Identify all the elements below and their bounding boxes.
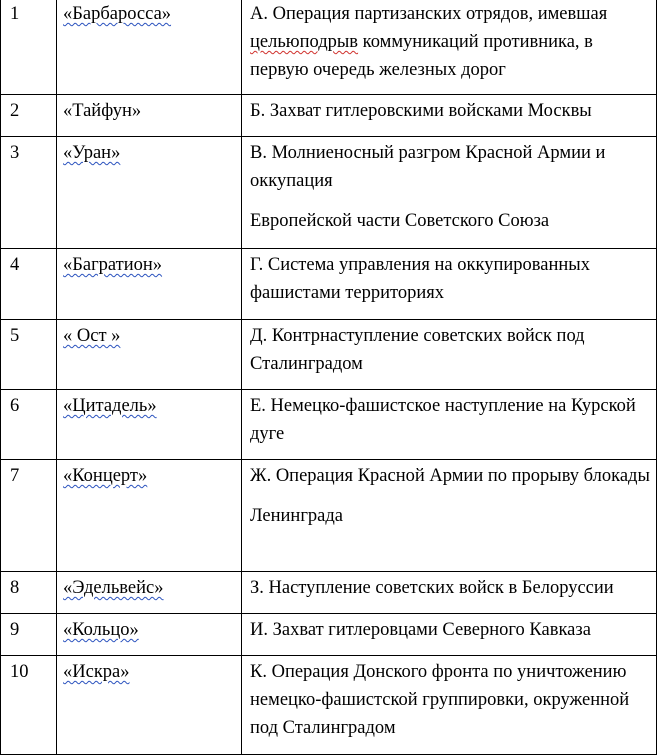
row-number: 3	[1, 137, 57, 249]
operation-name-text: «Цитадель»	[63, 396, 157, 416]
operation-description	[242, 0, 657, 95]
description-text: Ж. Операция Красной Армии по прорыву блокады	[250, 466, 650, 486]
row-number: 9	[1, 614, 57, 656]
operation-name-text: «Кольцо»	[63, 620, 139, 640]
operation-name-text: «Концерт»	[63, 466, 148, 486]
table-row	[1, 656, 657, 755]
operation-name	[57, 460, 242, 572]
misspelled-word: цельюподрыв	[250, 32, 359, 52]
operation-name-text: «Барбаросса»	[63, 4, 172, 24]
description-text-continued: Ленинграда	[250, 506, 344, 526]
description-text: А. Операция партизанских отрядов, имевшая	[250, 4, 608, 24]
operation-name	[57, 0, 242, 95]
operation-description: И. Захват гитлеровцами Северного Кавказа	[242, 614, 657, 656]
table-row	[1, 614, 657, 656]
table-row	[1, 572, 657, 614]
table-row	[1, 390, 657, 460]
operation-name	[57, 249, 242, 320]
table-row	[1, 95, 657, 137]
operation-name	[57, 390, 242, 460]
row-number: 10	[1, 656, 57, 755]
operation-name	[57, 137, 242, 249]
row-number: 6	[1, 390, 57, 460]
operation-name	[57, 614, 242, 656]
operation-description: Д. Контрнаступление советских войск под Сталинградом	[242, 320, 657, 390]
operation-description: Г. Система управления на оккупированных фашистами территориях	[242, 249, 657, 320]
row-number: 2	[1, 95, 57, 137]
operation-description	[242, 137, 657, 249]
table-row	[1, 0, 657, 95]
operation-description: Б. Захват гитлеровскими войсками Москвы	[242, 95, 657, 137]
description-text-continued: Европейской части Советского Союза	[250, 211, 550, 231]
operation-name-text: « Ост »	[63, 326, 121, 346]
operation-name	[57, 572, 242, 614]
row-number: 7	[1, 460, 57, 572]
operation-name-text: «Искра»	[63, 662, 130, 682]
operation-description: Е. Немецко-фашистское наступление на Курской дуге	[242, 390, 657, 460]
description-text: В. Молниеносный разгром Красной Армии и оккупация	[250, 143, 606, 191]
operation-description	[242, 460, 657, 572]
row-number: 1	[1, 0, 57, 95]
table-row	[1, 249, 657, 320]
operation-name	[57, 95, 242, 137]
description-text: коммуникаций противника, в первую очередь железных дорог	[250, 32, 593, 80]
table-row	[1, 137, 657, 249]
operation-name-text: «Тайфун»	[63, 101, 142, 121]
operation-name	[57, 320, 242, 390]
row-number: 5	[1, 320, 57, 390]
row-number: 8	[1, 572, 57, 614]
operation-name-text: «Уран»	[63, 143, 121, 163]
table-row	[1, 320, 657, 390]
operation-description: З. Наступление советских войск в Белоруссии	[242, 572, 657, 614]
row-number: 4	[1, 249, 57, 320]
operation-name-text: «Эдельвейс»	[63, 578, 164, 598]
operation-name-text: «Багратион»	[63, 255, 163, 275]
operation-name	[57, 656, 242, 755]
table-row	[1, 460, 657, 572]
operation-description: К. Операция Донского фронта по уничтожению немецко-фашистской группировки, окруженной под Сталинградом	[242, 656, 657, 755]
